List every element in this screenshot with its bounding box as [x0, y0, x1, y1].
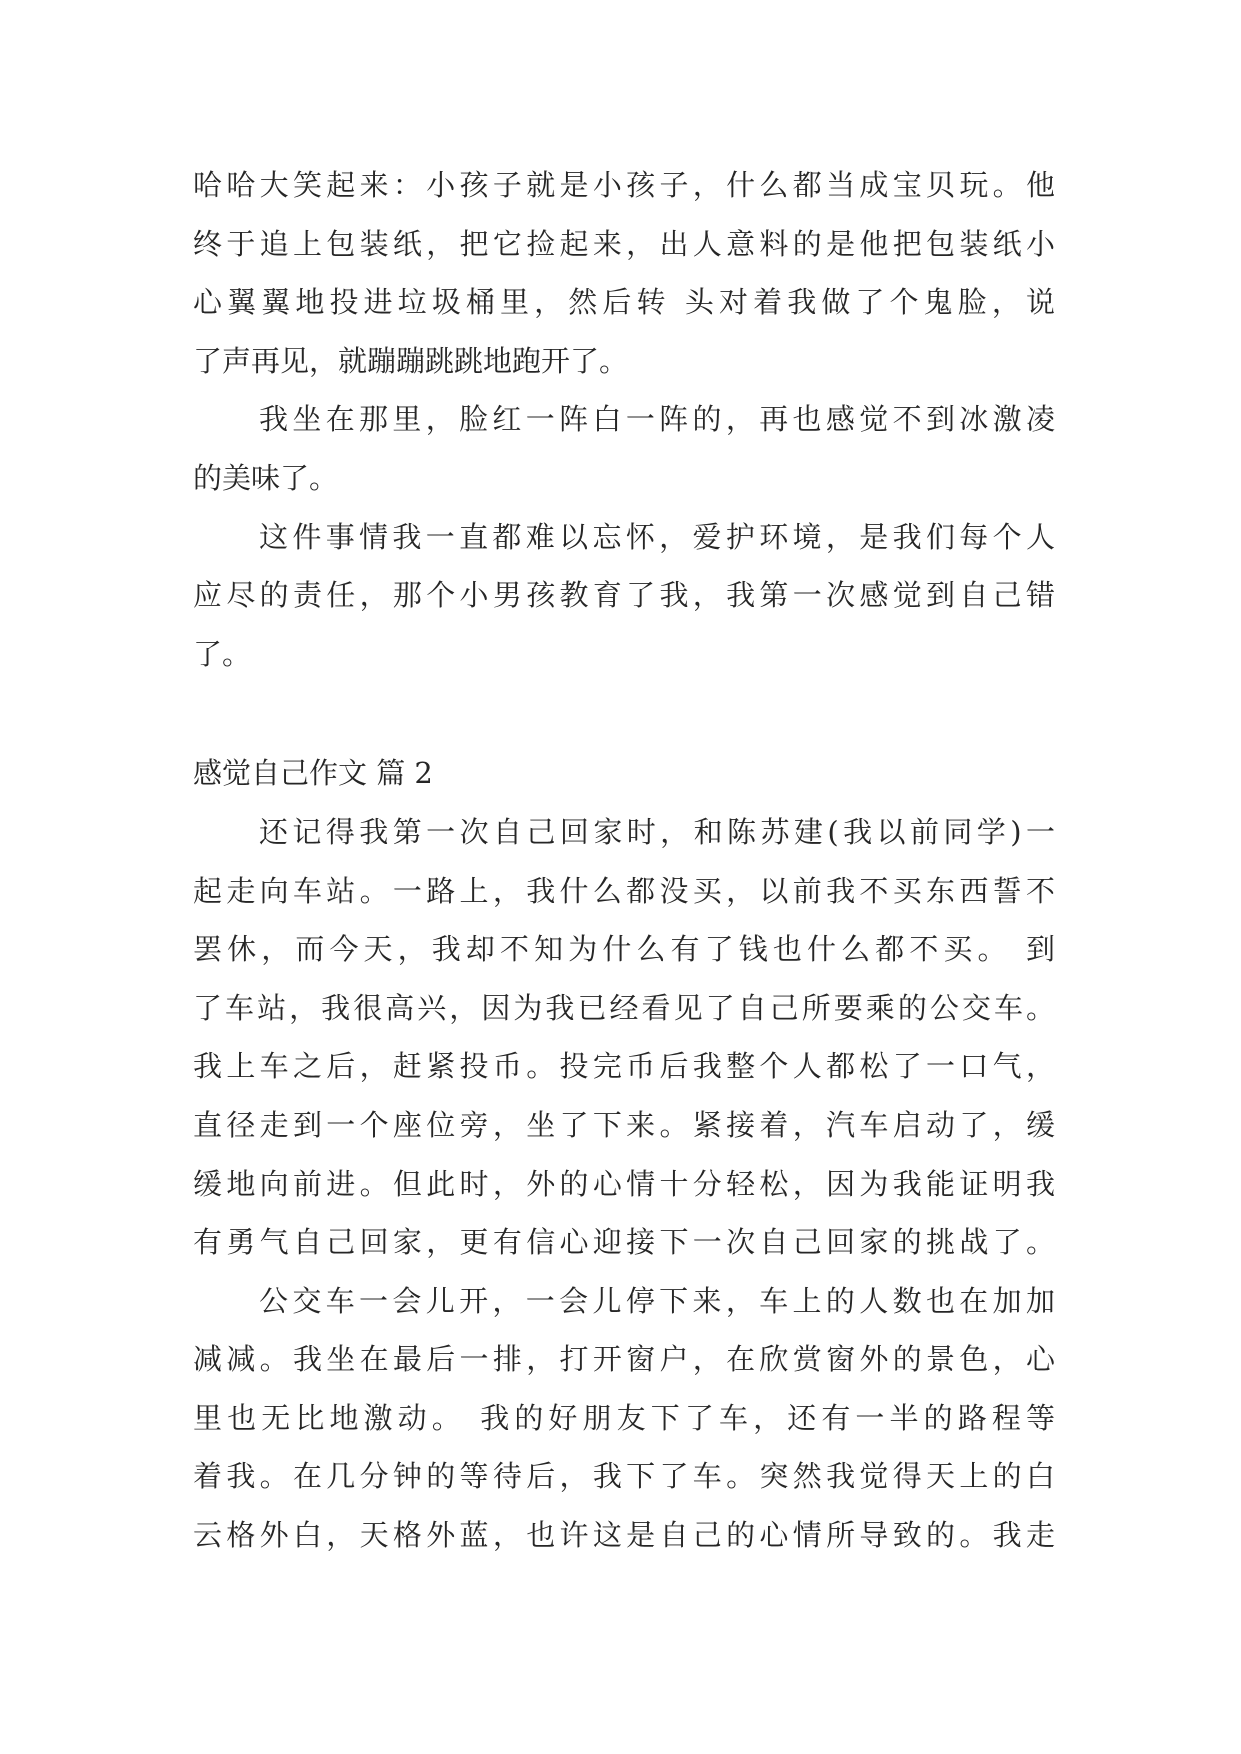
essay-section-1 — [193, 156, 1055, 683]
text-line: 心翼翼地投进垃圾桶里，然后转 头对着我做了个鬼脸，说 — [193, 285, 1055, 320]
paragraph — [193, 390, 1055, 507]
text-line: 的美味了。 — [193, 460, 339, 495]
text-line: 云格外白，天格外蓝，也许这是自己的心情所导致的。我走 — [193, 1518, 1055, 1553]
text-line: 缓地向前进。但此时，外的心情十分轻松，因为我能证明我 — [193, 1166, 1055, 1201]
paragraph — [193, 1272, 1055, 1565]
text-line: 起走向车站。一路上，我什么都没买，以前我不买东西誓不 — [193, 873, 1055, 908]
text-line: 着我。在几分钟的等待后，我下了车。突然我觉得天上的白 — [193, 1459, 1055, 1494]
text-line: 还记得我第一次自己回家时，和陈苏建(我以前同学)一 — [259, 814, 1055, 849]
text-line: 里也无比地激动。 我的好朋友下了车，还有一半的路程等 — [193, 1400, 1055, 1435]
text-line: 减减。我坐在最后一排，打开窗户，在欣赏窗外的景色，心 — [193, 1342, 1055, 1377]
paragraph — [193, 508, 1055, 684]
text-line: 我坐在那里，脸红一阵白一阵的，再也感觉不到冰激凌 — [259, 402, 1055, 437]
text-line: 这件事情我一直都难以忘怀，爱护环境，是我们每个人 — [259, 519, 1055, 554]
text-line: 直径走到一个座位旁，坐了下来。紧接着，汽车启动了，缓 — [193, 1107, 1055, 1142]
paragraph — [193, 156, 1055, 390]
text-line: 我上车之后，赶紧投币。投完币后我整个人都松了一口气， — [193, 1049, 1055, 1084]
essay-section-2 — [193, 744, 1055, 1564]
text-line: 了车站，我很高兴，因为我已经看见了自己所要乘的公交车。 — [193, 990, 1055, 1025]
text-line: 哈哈大笑起来：小孩子就是小孩子，什么都当成宝贝玩。他 — [193, 168, 1055, 202]
text-line: 公交车一会儿开，一会儿停下来，车上的人数也在加加 — [259, 1283, 1055, 1318]
paragraph — [193, 803, 1055, 1272]
text-line: 应尽的责任，那个小男孩教育了我，我第一次感觉到自己错 — [193, 578, 1055, 613]
document-page — [193, 156, 1055, 1565]
text-line: 了。 — [193, 636, 252, 671]
text-line: 罢休，而今天，我却不知为什么有了钱也什么都不买。 到 — [193, 932, 1055, 967]
text-line: 了声再见，就蹦蹦跳跳地跑开了。 — [193, 343, 629, 378]
section-heading: 感觉自己作文 篇 2 — [193, 756, 433, 791]
text-line: 终于追上包装纸，把它捡起来，出人意料的是他把包装纸小 — [193, 226, 1055, 261]
text-line: 有勇气自己回家，更有信心迎接下一次自己回家的挑战了。 — [193, 1225, 1055, 1260]
